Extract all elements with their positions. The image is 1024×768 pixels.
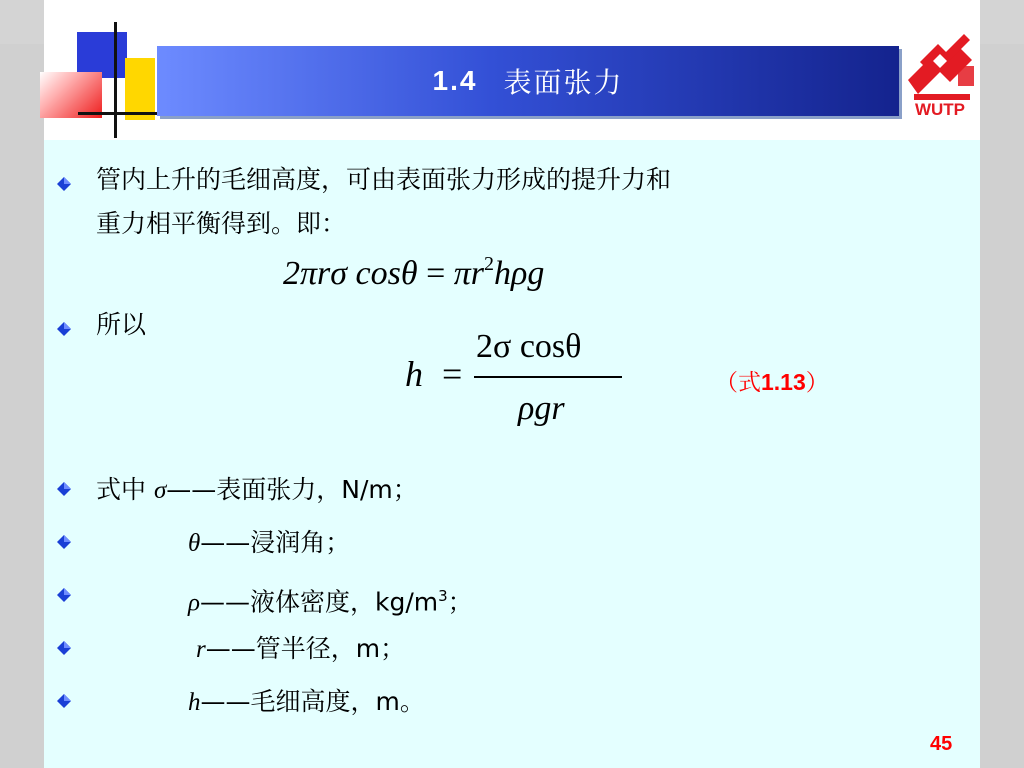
bullet-1-line-2: 重力相平衡得到。即： bbox=[96, 209, 347, 238]
fraction-bar bbox=[474, 376, 622, 378]
definition-theta bbox=[188, 525, 350, 562]
definition-desc: 浸润角； bbox=[250, 528, 351, 557]
diamond-bullet-icon bbox=[57, 482, 71, 496]
definition-sigma bbox=[96, 472, 418, 509]
diamond-bullet-icon bbox=[57, 322, 71, 336]
equation-1-equals: = bbox=[426, 255, 446, 292]
bullet-2-text: 所以 bbox=[96, 310, 147, 339]
diamond-bullet-icon bbox=[57, 694, 71, 708]
unit-superscript: 3 bbox=[438, 587, 448, 605]
definition-dash: —— bbox=[200, 528, 251, 557]
slide-title bbox=[157, 46, 899, 116]
symbol-sigma: σ bbox=[153, 477, 167, 504]
equation-label-post: ） bbox=[805, 370, 829, 396]
right-margin bbox=[980, 44, 1024, 768]
diamond-bullet-icon bbox=[57, 177, 71, 191]
definition-desc: 表面张力，N/m； bbox=[216, 475, 418, 504]
definition-desc: 液体密度，kg/m bbox=[250, 587, 439, 617]
equation-2-numerator: 2σ cosθ bbox=[476, 328, 582, 365]
logo-text: WUTP bbox=[914, 100, 966, 119]
equation-2-equals: = bbox=[442, 354, 463, 394]
left-margin bbox=[0, 44, 44, 768]
definition-r bbox=[196, 631, 405, 668]
title-label: 表面张力 bbox=[503, 66, 624, 99]
bullet-1-line-1: 管内上升的毛细高度，可由表面张力形成的提升力和 bbox=[96, 165, 672, 194]
diamond-bullet-icon bbox=[57, 535, 71, 549]
definition-dash: —— bbox=[200, 687, 251, 716]
equation-2-lhs: h bbox=[405, 354, 423, 394]
title-number: 1.4 bbox=[432, 65, 478, 96]
definition-tail: ； bbox=[447, 587, 473, 617]
equation-2-denominator: ρgr bbox=[518, 390, 565, 427]
page-number: 45 bbox=[930, 733, 953, 755]
equation-1-rhs-pre: πr bbox=[453, 255, 485, 292]
definition-h bbox=[188, 684, 425, 721]
definition-prefix: 式中 bbox=[96, 475, 154, 504]
equation-1-lhs: 2πrσ cosθ bbox=[283, 255, 418, 292]
title-bar bbox=[157, 46, 899, 116]
definition-dash: —— bbox=[166, 475, 217, 504]
diamond-bullet-icon bbox=[57, 641, 71, 655]
equation-label bbox=[715, 364, 829, 397]
symbol-r: r bbox=[196, 636, 206, 663]
decorative-vertical-line bbox=[114, 22, 117, 138]
definition-desc: 毛细高度，m。 bbox=[250, 687, 425, 716]
definition-dash: —— bbox=[200, 587, 250, 617]
definition-dash: —— bbox=[205, 634, 256, 663]
definition-rho bbox=[188, 578, 473, 621]
symbol-h: h bbox=[188, 689, 201, 716]
definition-desc: 管半径，m； bbox=[255, 634, 406, 663]
decorative-yellow-square bbox=[125, 58, 155, 120]
equation-1-rhs-post: hρg bbox=[494, 255, 545, 292]
equation-1-rhs-sup: 2 bbox=[484, 253, 495, 275]
equation-label-pre: （式 bbox=[715, 370, 761, 396]
equation-label-number: 1.13 bbox=[761, 369, 806, 395]
symbol-rho: ρ bbox=[188, 589, 200, 617]
decorative-horizontal-line bbox=[78, 112, 164, 115]
equation-force-balance bbox=[283, 253, 544, 293]
symbol-theta: θ bbox=[188, 530, 201, 557]
diamond-bullet-icon bbox=[57, 588, 71, 602]
